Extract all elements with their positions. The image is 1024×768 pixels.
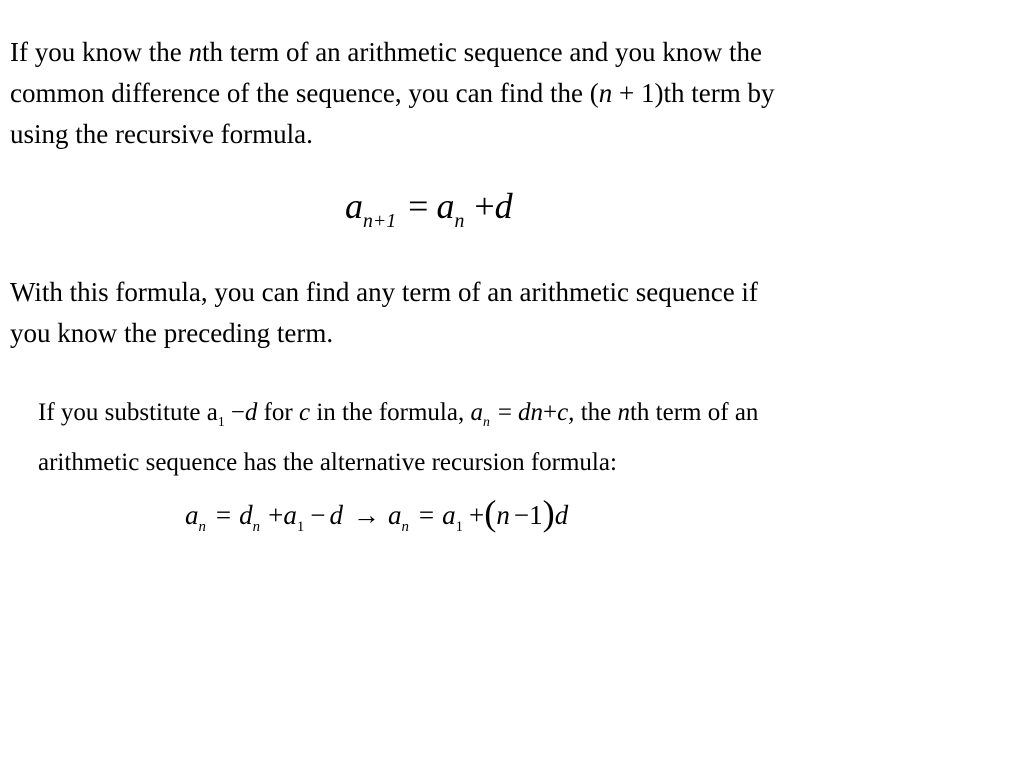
intro-line-1: If you know the nth term of an arithmetic sequence and you know the (10, 37, 763, 67)
recursive-formula: $a_{n+1} = a_n +d$ (345, 186, 513, 232)
substitution-line-2: arithmetic sequence has the alternative recursion formula: (38, 449, 617, 476)
alternative-recursion-formula: $a_n = d_n +a_1 - d \to a_n = a_1 +(n -1)d$ (185, 493, 569, 535)
implies-arrow: → (352, 500, 380, 530)
explanation-line-2: you know the preceding term. (10, 318, 334, 348)
intro-line-3: using the recursive formula. (10, 119, 313, 149)
intro-paragraph (10, 32, 774, 155)
explanation-paragraph (10, 272, 758, 354)
intro-line-2: common difference of the sequence, you can find the (n + 1)th term by (10, 78, 775, 108)
substitution-line-1: If you substitute $a_1 -d$ for c in the formula, $a_n = dn+c$, the nth term of an (38, 399, 759, 430)
explanation-line-1: With this formula, you can find any term of an arithmetic sequence if (10, 277, 758, 307)
